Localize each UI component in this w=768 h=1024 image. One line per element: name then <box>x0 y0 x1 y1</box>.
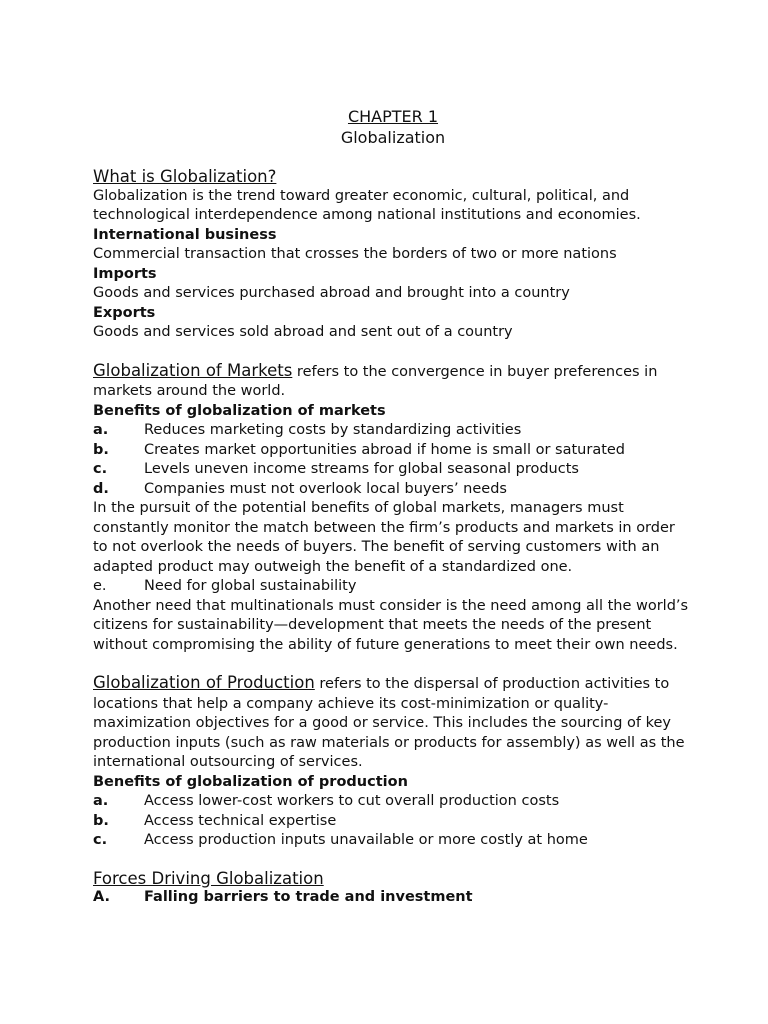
section-heading-production: Globalization of Production <box>93 673 315 692</box>
document-content <box>93 106 693 908</box>
list-marker: d. <box>93 480 109 497</box>
list-marker: a. <box>93 793 109 809</box>
section-heading-what-is-globalization: What is Globalization? <box>93 167 277 186</box>
list-marker: b. <box>93 812 109 829</box>
spacer <box>93 343 693 361</box>
list-text: Levels uneven income streams for global seasonal products <box>144 461 579 477</box>
production-intro: refers to the dispersal of production activities to locations that help a company achieve its cost-minimization or quality-maximization objectives for a good or service. This includes the sourcing of key production inputs (such as raw materials or products for assembly) as well as the international outsourcing of services. <box>93 676 685 770</box>
list-text: Companies must not overlook local buyers’ needs <box>144 480 507 497</box>
list-item <box>93 792 693 812</box>
list-text: Access production inputs unavailable or more costly at home <box>144 832 588 848</box>
list-item <box>93 577 693 597</box>
spacer <box>93 851 693 869</box>
def-exports: Goods and services sold abroad and sent out of a country <box>93 324 513 340</box>
section-heading-forces: Forces Driving Globalization <box>93 868 324 888</box>
markets-paragraph-sustainability: Another need that multinationals must consider is the need among all the world’s citizens for sustainability—development that meets the needs of the present without compromising the ability of future generations to meet their own needs. <box>93 597 689 653</box>
list-text: Reduces marketing costs by standardizing activities <box>144 422 522 438</box>
list-item <box>93 888 693 908</box>
chapter-label: CHAPTER 1 <box>347 107 439 126</box>
def-imports: Goods and services purchased abroad and brought into a country <box>93 285 570 301</box>
chapter-title: Globalization <box>340 128 446 147</box>
production-benefits-title: Benefits of globalization of production <box>93 773 408 790</box>
section-heading-markets: Globalization of Markets <box>93 360 293 380</box>
globalization-definition: Globalization is the trend toward greater economic, cultural, political, and technological interdependence among national institutions and economies. <box>93 187 641 223</box>
list-text: Falling barriers to trade and investment <box>144 889 473 905</box>
list-text: Need for global sustainability <box>144 578 357 594</box>
list-item <box>93 441 693 461</box>
list-item <box>93 421 693 441</box>
list-item <box>93 812 693 832</box>
list-item <box>93 831 693 851</box>
list-text: Creates market opportunities abroad if home is small or saturated <box>144 441 626 458</box>
spacer <box>93 149 693 167</box>
list-marker: A. <box>93 889 110 905</box>
markets-benefits-title: Benefits of globalization of markets <box>93 402 386 419</box>
list-marker: e. <box>93 578 107 594</box>
markets-paragraph-monitor: In the pursuit of the potential benefits of global markets, managers must constantly monitor the match between the firm’s products and markets in order to not overlook the needs of buyers. The benefit of serving customers with an adapted product may outweigh the benefit of a standardized one. <box>93 500 675 575</box>
list-text: Access technical expertise <box>144 812 337 829</box>
list-item <box>93 480 693 500</box>
list-marker: c. <box>93 832 108 848</box>
production-paragraph <box>93 673 693 773</box>
list-text: Access lower-cost workers to cut overall production costs <box>144 793 560 809</box>
markets-intro: refers to the convergence in buyer preferences in markets around the world. <box>93 363 658 399</box>
list-marker: c. <box>93 461 108 477</box>
term-international-business: International business <box>93 226 277 243</box>
list-marker: a. <box>93 422 109 438</box>
list-marker: b. <box>93 441 109 458</box>
markets-paragraph <box>93 361 693 402</box>
term-exports: Exports <box>93 304 156 321</box>
list-item <box>93 460 693 480</box>
def-international-business: Commercial transaction that crosses the borders of two or more nations <box>93 246 617 262</box>
term-imports: Imports <box>93 265 157 282</box>
spacer <box>93 655 693 673</box>
